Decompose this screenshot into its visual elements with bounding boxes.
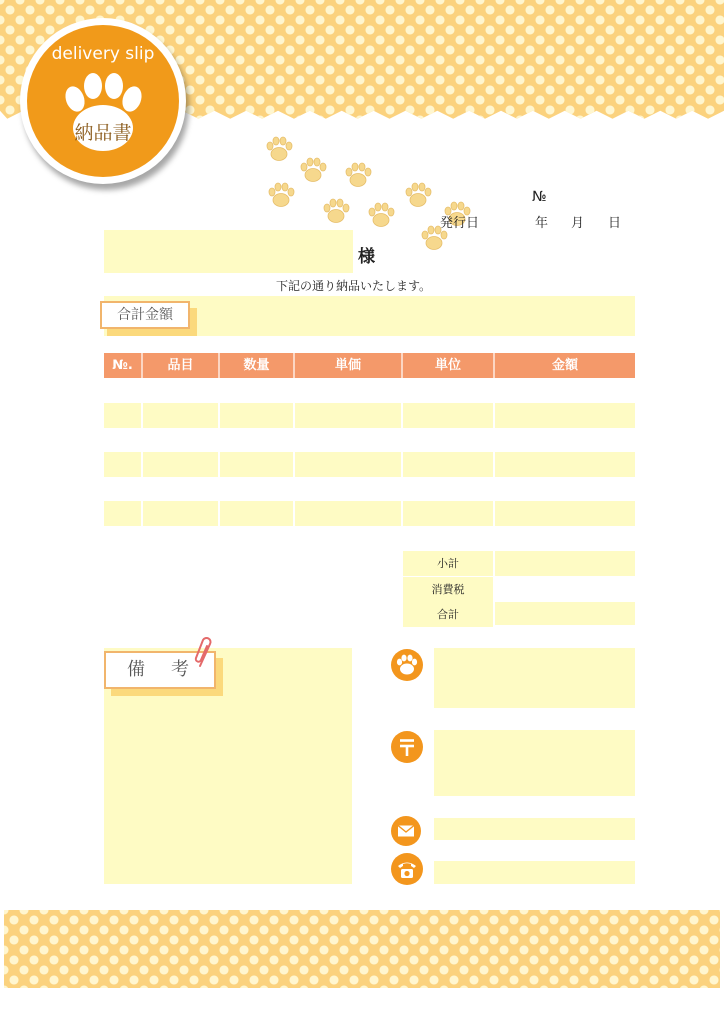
table-row [104,403,635,428]
table-row [104,379,635,404]
table-cell[interactable] [104,452,143,477]
logo-japanese-title: 納品書 [74,122,132,144]
table-row [104,452,635,477]
company-name-field[interactable] [434,648,635,708]
table-cell[interactable] [295,452,403,477]
subtotal-field[interactable] [495,551,635,576]
column-header-quantity: 数量 [220,353,295,378]
table-cell[interactable] [220,501,295,526]
table-cell[interactable] [104,477,143,502]
email-field[interactable] [434,818,635,840]
phone-field[interactable] [434,861,635,884]
year-label: 年 [535,216,549,231]
column-header-item: 品目 [143,353,220,378]
table-cell[interactable] [143,403,220,428]
table-cell[interactable] [403,477,495,502]
column-header-number: №. [104,353,143,378]
column-header-unit: 単位 [403,353,495,378]
table-cell[interactable] [403,452,495,477]
table-cell[interactable] [495,477,635,502]
table-cell[interactable] [104,403,143,428]
table-cell[interactable] [495,428,635,453]
total-label: 合計 [403,602,493,627]
table-cell[interactable] [220,379,295,404]
table-cell[interactable] [403,501,495,526]
paw-print-icon [322,198,350,224]
table-cell[interactable] [295,403,403,428]
remarks-label-text: 備 考 [127,659,193,680]
table-cell[interactable] [495,403,635,428]
address-field[interactable] [434,730,635,796]
table-cell[interactable] [143,452,220,477]
telephone-icon [391,853,423,885]
table-cell[interactable] [143,477,220,502]
subtotal-label: 小計 [403,551,493,576]
bottom-polka-dot-band [4,910,720,988]
logo-badge [20,18,186,184]
table-cell[interactable] [403,403,495,428]
table-cell[interactable] [220,477,295,502]
table-cell[interactable] [403,379,495,404]
logo-english-title: delivery slip [51,44,155,64]
table-cell[interactable] [143,379,220,404]
day-label: 日 [608,216,622,231]
issue-date-label: 発行日 [440,216,480,231]
paw-print-icon [299,157,327,183]
paw-print-icon [267,182,295,208]
column-header-amount: 金額 [495,353,635,378]
table-cell[interactable] [143,428,220,453]
tax-field[interactable] [495,577,635,602]
items-table-header [104,353,635,378]
paw-print-icon [265,136,293,162]
table-cell[interactable] [143,501,220,526]
table-cell[interactable] [295,501,403,526]
table-cell[interactable] [495,452,635,477]
table-row [104,477,635,502]
paw-print-icon [344,162,372,188]
table-cell[interactable] [295,428,403,453]
table-cell[interactable] [495,379,635,404]
month-label: 月 [571,216,585,231]
table-cell[interactable] [495,501,635,526]
table-cell[interactable] [295,477,403,502]
paw-icon [391,649,423,681]
table-row [104,428,635,453]
total-field[interactable] [495,602,635,625]
column-header-unit-price: 単価 [295,353,403,378]
table-cell[interactable] [104,428,143,453]
table-cell[interactable] [220,428,295,453]
table-cell[interactable] [220,403,295,428]
envelope-icon [391,816,421,846]
recipient-name-field[interactable] [104,230,353,273]
paperclip-icon [194,636,216,670]
table-cell[interactable] [104,501,143,526]
intro-text: 下記の通り納品いたします。 [276,279,432,293]
table-cell[interactable] [104,379,143,404]
total-amount-label-text: 合計金額 [117,307,173,323]
table-cell[interactable] [220,452,295,477]
tax-label: 消費税 [403,577,493,602]
table-row [104,501,635,526]
total-amount-label [100,301,190,329]
paw-print-icon [367,202,395,228]
table-cell[interactable] [295,379,403,404]
postal-mark-icon [391,731,423,763]
recipient-suffix: 様 [358,247,375,267]
document-number-label: № [532,189,547,205]
table-cell[interactable] [403,428,495,453]
paw-print-icon [404,182,432,208]
